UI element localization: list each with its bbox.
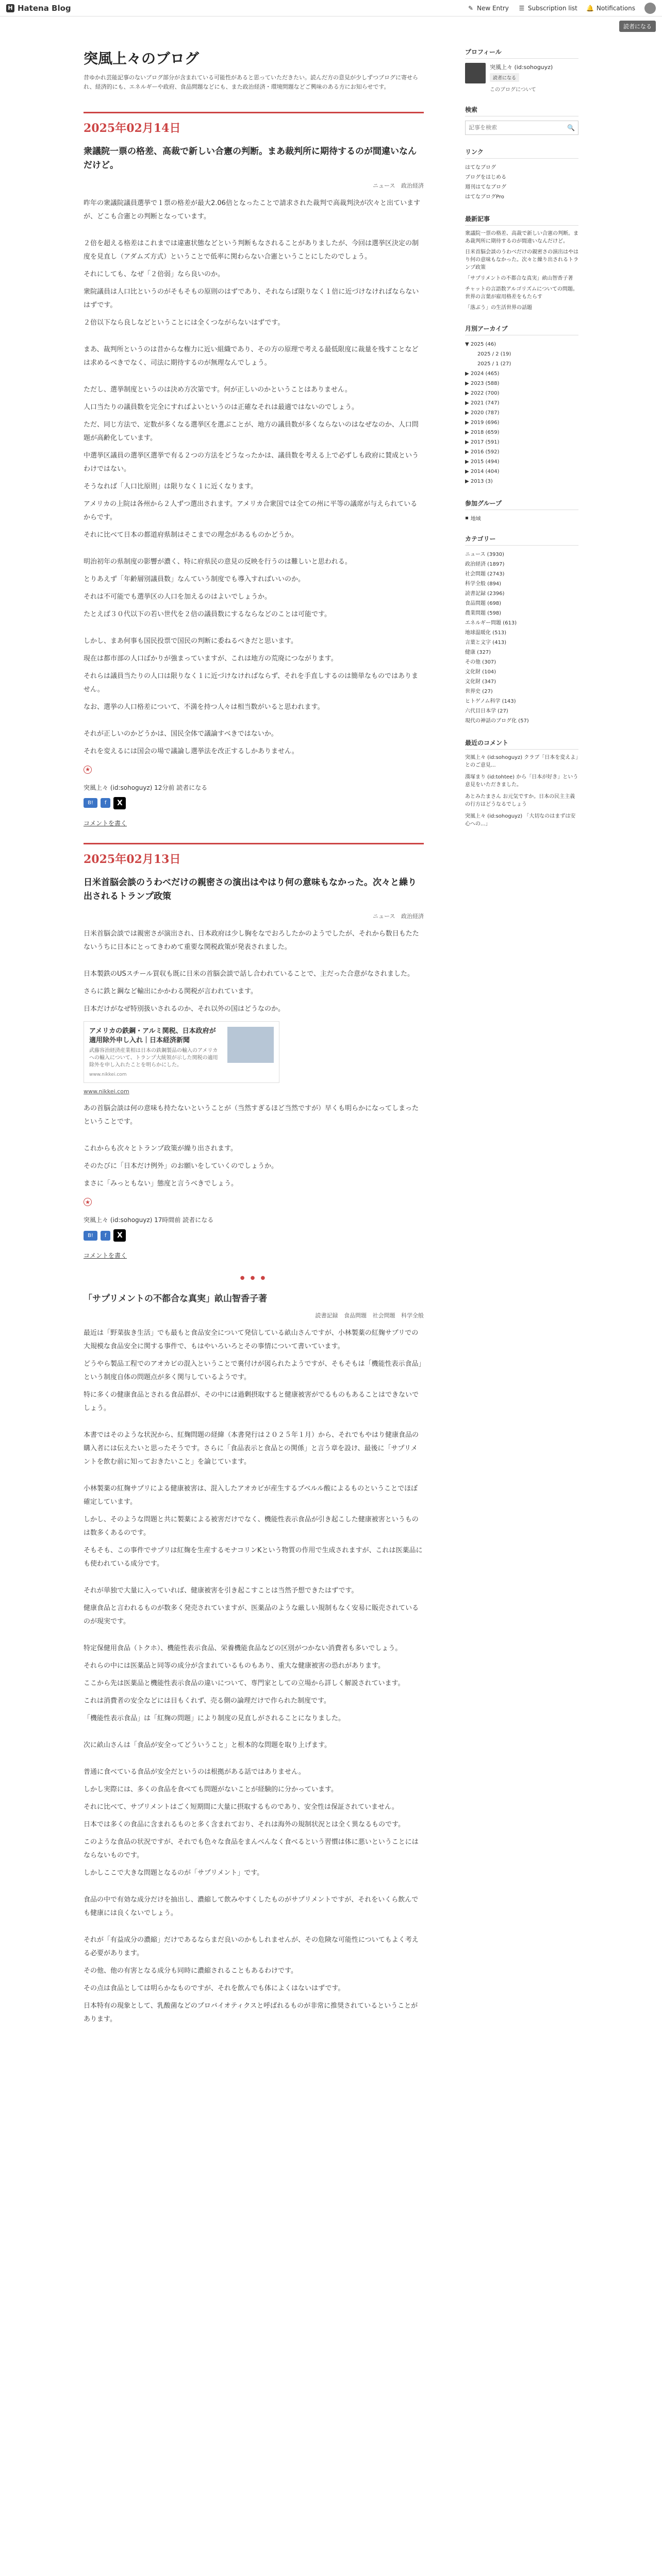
category-link[interactable]: ニュース: [373, 912, 395, 920]
paragraph: それらの中には医薬品と同等の成分が含まれているものもあり、重大な健康被害の恐れがあります。: [84, 1662, 385, 1670]
paragraph: 日本製鉄のUSスチール買収も既に日米の首脳会談で話し合われていることで、主だった合意がなされました。: [84, 970, 414, 978]
profile-subscribe-button[interactable]: 読者になる: [490, 73, 519, 82]
category-item[interactable]: 農業問題 (598): [465, 611, 502, 616]
recent-entry-link[interactable]: 「落ぶう」の生活世界の話題: [465, 305, 532, 311]
paragraph: 特定保健用食品（トクホ）、機能性表示食品、栄養機能食品などの区別がつかない消費者も多いでしょう。: [84, 1645, 402, 1653]
entry-title[interactable]: 衆議院一票の格差、高裁で新しい合憲の判断。まあ裁判所に期待するのが間違いなんだけど。: [84, 146, 417, 171]
recent-comment[interactable]: 漢塚まり (id:tohtee) から「日本が好き」という意見をいただきました。: [465, 774, 578, 788]
paragraph: 日本特有の現象として、乳酸菌などのプロバイオティクスと呼ばれるものが非常に推奨されているということがあります。: [84, 2002, 418, 2024]
group-module: [465, 499, 578, 522]
category-item[interactable]: 科学全般 (894): [465, 581, 502, 587]
group-label: 地域: [470, 516, 481, 522]
archive-item[interactable]: ▶ 2021 (747): [465, 400, 500, 406]
category-item[interactable]: ニュース (3930): [465, 552, 504, 557]
archive-item[interactable]: 2025 / 2 (19): [477, 351, 511, 357]
paragraph: どうやら製品工程でのアオカビの混入ということで裏付けが図られたようですが、そもそもは「機能性表示食品」という制度自体の問題点が多く関与しているようです。: [84, 1360, 422, 1382]
embed-url-link[interactable]: www.nikkei.com: [84, 1088, 129, 1095]
category-item[interactable]: 現代の神話のブログ化 (57): [465, 718, 529, 724]
paragraph: しかし実際には、多くの食品を食べても問題がないことが経験的に分かっています。: [84, 1786, 338, 1794]
category-item[interactable]: ヒトゲノム科学 (143): [465, 699, 516, 704]
recent-comment[interactable]: 突風上々 (id:sohoguyz) 「大切なのはまずは安心への...」: [465, 814, 576, 827]
category-item[interactable]: 文化財 (104): [465, 669, 496, 675]
archive-item[interactable]: 2025 / 1 (27): [477, 361, 511, 367]
blog-title[interactable]: 突風上々のブログ: [84, 50, 200, 67]
sidebar-link[interactable]: はてなブログPro: [465, 194, 504, 200]
profile-name[interactable]: 突風上々 (id:sohoguyz): [490, 64, 553, 71]
facebook-share-button[interactable]: f: [101, 1231, 111, 1241]
paragraph: それは不可能でも選挙区の人口を加えるのはよいでしょうか。: [84, 592, 272, 601]
category-link[interactable]: 政治経済: [401, 912, 424, 920]
paragraph: その他、他の有害となる成分も同時に濃縮されることもあるわけです。: [84, 1967, 297, 1975]
category-item[interactable]: 社会問題 (2743): [465, 571, 505, 577]
paragraph: ここから先は医薬品と機能性表示食品の違いについて、専門家としての立場から詳しく解説されています。: [84, 1680, 405, 1688]
category-title: カテゴリー: [465, 534, 578, 546]
paragraph: 人口当たりの議員数を完全にすればよいというのは正確なそれは最適ではないのでしょう。: [84, 403, 359, 411]
paragraph: それらは議員当たりの人口は限りなく１に近づけなければならず、それを手直しするのは簡単なものではありません。: [84, 672, 418, 693]
paragraph: ただ、同じ方法で、定数が多くなる選挙区を選ぶことが、地方の議員数が多くならないのはなぜなのか、人口問題が高齢化しています。: [84, 420, 419, 442]
recent-entry-link[interactable]: 衆議院一票の格差、高裁で新しい合憲の判断。まあ裁判所に期待するのが間違いなんだけど。: [465, 231, 578, 244]
paragraph: このような食品の状況ですが、それでも色々な食品をまんべんなく食べるという習慣は体に悪いということにはならないものです。: [84, 1838, 419, 1860]
archive-item[interactable]: ▶ 2024 (465): [465, 371, 500, 377]
profile-title: プロフィール: [465, 47, 578, 59]
entry-categories: [84, 181, 424, 190]
archive-item[interactable]: ▶ 2019 (696): [465, 420, 500, 426]
archive-item[interactable]: ▶ 2017 (591): [465, 439, 500, 445]
paragraph: 食品の中で有効な成分だけを抽出し、濃縮して飲みやすくしたものがサプリメントですが、それをいくら飲んでも健康には良くないでしょう。: [84, 1896, 419, 1918]
paragraph: 衆院議員は人口比というのがそもそもの原則のはずであり、それならば限りなく１倍に近づけなければならないはずです。: [84, 287, 419, 309]
paragraph: 日米首脳会談では親密さが演出され、日本政府は少し胸をなでおろしたかのようでしたが、それから数日もたたないうちに日本にとってきわめて重要な関税政策が発表されました。: [84, 929, 419, 951]
about-blog-link[interactable]: このブログについて: [490, 87, 536, 93]
recent-comment[interactable]: あとみたまさん お元気ですか。日本の民主主義の行方はどうなるでしょう: [465, 794, 575, 807]
write-comment-link[interactable]: コメントを書く: [84, 819, 127, 827]
category-link[interactable]: 政治経済: [401, 182, 424, 189]
paragraph: 健康食品と言われるものが数多く発売されていますが、医薬品のような厳しい規制もなく安易に販売されているのが現実です。: [84, 1604, 419, 1626]
entry: [84, 843, 424, 1260]
archive-item[interactable]: ▶ 2016 (592): [465, 449, 500, 455]
category-item[interactable]: 読書記録 (2396): [465, 591, 505, 597]
archive-item[interactable]: ▶ 2013 (3): [465, 479, 493, 484]
user-avatar[interactable]: [644, 3, 656, 14]
new-entry-button[interactable]: [467, 5, 509, 12]
entry-body-continued: [84, 1102, 424, 1191]
paragraph: 日本では多くの食品に含まれるものと多く含まれており、それは海外の規制状況とは全く異なるものです。: [84, 1821, 405, 1829]
paragraph: 普通に食べている食品が安全だというのは根拠がある話ではありません。: [84, 1768, 305, 1776]
archive-item[interactable]: ▶ 2020 (787): [465, 410, 500, 416]
paragraph: 特に多くの健康食品とされる食品群が、その中には過剰摂取すると健康被害がでるものもあることはできないでしょう。: [84, 1391, 419, 1413]
archive-item[interactable]: ▶ 2022 (700): [465, 391, 500, 396]
entry: [84, 1291, 424, 2026]
search-box: [465, 121, 578, 135]
category-item[interactable]: 食品問題 (698): [465, 601, 502, 606]
star-row: [84, 766, 424, 774]
hatena-bookmark-button[interactable]: B!: [84, 1231, 97, 1241]
entry-footer: 突風上々 (id:sohoguyz) 12分前 読者になる: [84, 784, 208, 791]
subscription-list-button[interactable]: [518, 5, 577, 12]
list-icon: ☰: [519, 4, 525, 12]
category-item[interactable]: 六代目日本学 (27): [465, 708, 508, 714]
paragraph: なお、選挙の人口格差について、不満を持つ人々は相当数がいると思われます。: [84, 703, 324, 711]
search-title: 検索: [465, 105, 578, 116]
sidebar-link[interactable]: ブログをはじめる: [465, 175, 506, 180]
notifications-button[interactable]: [587, 5, 635, 12]
recent-module: [465, 214, 578, 312]
hatena-mark-icon: H: [6, 4, 14, 12]
search-icon[interactable]: 🔍: [567, 124, 575, 131]
embed-source: www.nikkei.com: [89, 1072, 127, 1078]
sidebar-link[interactable]: 週刊はてなブログ: [465, 184, 506, 190]
archive-item[interactable]: ▼ 2025 (46): [465, 342, 496, 347]
paragraph: それが「有益成分の濃縮」だけであるならまだ良いのかもしれませんが、その危険な可能性についてもよく考える必要があります。: [84, 1936, 419, 1958]
paragraph: 明治初年の県制度の影響が濃く、特に府県民の意見の反映を行うのは難しいと思われる。: [84, 557, 352, 566]
x-share-icon[interactable]: X: [113, 1229, 126, 1242]
subscribe-readers-button[interactable]: 読者になる: [619, 21, 656, 32]
main-column: [84, 47, 444, 2030]
paragraph: それが単独で大量に入っていれば、健康被害を引き起こすことは当然予想できたはずです。: [84, 1587, 358, 1595]
paragraph: とりあえず「年齢層別議員数」なんていう制度でも導入すればいいのか。: [84, 575, 305, 583]
entry-body: [84, 927, 424, 1016]
notifications-label: Notifications: [596, 4, 635, 12]
paragraph: あの首脳会談は何の意味も持たないということが（当然すぎるほど当然ですが）早くも明らかになってしまったということです。: [84, 1105, 419, 1126]
paragraph: 最近は「野菜抜き生活」でも最もと食品安全について発信している畝山さんですが、小林製薬の紅麹サプリでの大規模な食品安全に関する事件で、もはやいろいろとその事情について書いています。: [84, 1329, 419, 1351]
paragraph: ２倍以下なら良しなどということには全くつながらないはずです。: [84, 318, 285, 327]
paragraph: まあ、裁判所というのは昔からな権力に近い組織であり、その方の原理で考える最低限度に裁量を残すことなどは求めるべきでなく、司法に期待するのが無理なんでしょう。: [84, 345, 419, 367]
paragraph: しかしここで大きな問題となるのが「サプリメント」です。: [84, 1869, 264, 1877]
group-icon: ▪: [465, 515, 469, 521]
embed-description: 武藤容治経済産業相は日本の鉄鋼製品の輸入のアメリカへの輸入について、トランプ大統領が示した関税の適用除外を申し入れたことを明らかにした。: [89, 1048, 218, 1069]
recent-title: 最新記事: [465, 214, 578, 226]
category-link[interactable]: 社会問題: [372, 1312, 395, 1319]
paragraph: ２倍を超える格差はこれまでは違憲状態などという判断もなされることがありましたが、今回は選挙区決定の制度を見直し（アダムズ方式）ということで低率に関わらない合憲ということにしたのでしょう。: [84, 239, 419, 261]
category-item[interactable]: 健康 (327): [465, 650, 491, 655]
category-link[interactable]: 科学全般: [401, 1312, 424, 1319]
search-input[interactable]: [469, 125, 567, 131]
paragraph: それに比べて、サプリメントはごく短期間に大量に摂取するものであり、安全性は保証されていません。: [84, 1803, 399, 1811]
x-share-icon[interactable]: X: [113, 797, 126, 809]
recent-comment[interactable]: 突風上々 (id:sohoguyz) クラブ「日本を変えよ」とのご意見...: [465, 755, 578, 768]
paragraph: そのたびに「日本だけ例外」のお願いをしていくのでしょうか。: [84, 1162, 278, 1171]
paragraph: 現在は都市部の人口ばかりが強まっていますが、これは地方の荒廃につながります。: [84, 654, 338, 663]
entry-date[interactable]: 2025年02月14日: [84, 122, 181, 135]
paragraph: これからも次々とトランプ政策が繰り出されます。: [84, 1145, 237, 1153]
paragraph: 本書ではそのような状況から、紅麹問題の経緯（本書発行は２０２５年１月）から、それでもやはり健康食品の購入者には伝えたいと思ったそうです。さらに「食品表示と食品との関係」と言う章を設け、最後に「サプリメントを飲む前に知っておきたいこと」を論じています。: [84, 1431, 419, 1466]
category-item[interactable]: 政治経済 (1897): [465, 562, 505, 567]
recent-entry-link[interactable]: 日米首脳会談のうわべだけの親密さの演出はやはり何の意味もなかった。次々と繰り出されるトランプ政策: [465, 249, 578, 270]
paragraph: そうなれば「人口比原則」は限りなく１に近くなります。: [84, 482, 257, 490]
paragraph: これは消費者の安全などには目もくれず、売る側の論理だけで作られた制度です。: [84, 1697, 330, 1705]
paragraph: アメリカの上院は各州から２人ずつ選出されます。アメリカ合衆国では全ての州に平等の議席が与えられているからです。: [84, 500, 418, 521]
section-divider: ● ● ●: [240, 1275, 268, 1281]
paragraph: 「機能性表示食品」は「紅麹の問題」により制度の見直しがされることになりました。: [84, 1715, 345, 1723]
star-row: [84, 1198, 424, 1206]
group-title: 参加グループ: [465, 499, 578, 510]
paragraph: たとえば３０代以下の若い世代を２倍の議員数にするならなどのことは可能です。: [84, 610, 331, 618]
entry-categories: [84, 1311, 424, 1319]
write-comment-link[interactable]: コメントを書く: [84, 1252, 127, 1260]
archive-item[interactable]: ▶ 2018 (659): [465, 430, 500, 435]
paragraph: それに比べて日本の都道府県制はそこまでの理念があるものかどうか。: [84, 531, 299, 539]
global-header: [0, 0, 662, 16]
entry-categories: [84, 912, 424, 920]
paragraph: そもそも、この事件でサプリは紅麹を生産するモナコリンKという物質の作用で生成されますが、これは医薬品にも使われている成分です。: [84, 1547, 423, 1568]
profile-module: [465, 47, 578, 93]
paragraph: それを変えるには国会の場で議論し選挙法を改正するしかありません。: [84, 747, 299, 755]
embed-title: アメリカの鉄鋼・アルミ関税、日本政府が適用除外申し入れ｜日本経済新聞: [89, 1027, 216, 1045]
sidebar: [465, 47, 578, 2030]
paragraph: 小林製薬の紅麹サプリによる健康被害は、混入したアオカビが産生するプベルル酸によるものということでほぼ確定しています。: [84, 1485, 418, 1506]
paragraph: まさに「みっともない」態度と言うべきでしょう。: [84, 1180, 238, 1188]
sidebar-link[interactable]: はてなブログ: [465, 165, 496, 171]
embed-thumbnail: [227, 1027, 274, 1063]
entry-title[interactable]: 「サプリメントの不都合な真実」畝山智香子著: [84, 1294, 267, 1304]
archive-item[interactable]: ▶ 2023 (588): [465, 381, 500, 386]
comments-module: [465, 738, 578, 828]
share-row: [84, 797, 424, 809]
bell-icon: 🔔: [586, 4, 594, 12]
profile-avatar[interactable]: [465, 63, 486, 83]
category-item[interactable]: エネルギー問題 (613): [465, 620, 517, 626]
entry-title[interactable]: 日米首脳会談のうわべだけの親密さの演出はやはり何の意味もなかった。次々と繰り出されるトランプ政策: [84, 877, 417, 902]
new-entry-label: New Entry: [476, 4, 509, 12]
category-item[interactable]: 言葉と文字 (413): [465, 640, 507, 646]
category-link[interactable]: ニュース: [373, 182, 395, 189]
archive-item[interactable]: ▶ 2015 (494): [465, 459, 500, 465]
comments-title: 最近のコメント: [465, 738, 578, 750]
category-module: [465, 534, 578, 726]
add-star-icon[interactable]: ★: [84, 1198, 92, 1206]
paragraph: しかし、そのような問題と共に製薬による被害だけでなく、機能性表示食品が引き起こした健康被害というものは数多くあるのです。: [84, 1516, 419, 1537]
paragraph: ただし、選挙制度というのは決め方次第です。何が正しいのかということはありません。: [84, 385, 352, 394]
category-link[interactable]: 食品問題: [344, 1312, 367, 1319]
links-module: [465, 147, 578, 202]
subscription-label: Subscription list: [527, 4, 577, 12]
paragraph: それにしても、なぜ「２倍弱」なら良いのか。: [84, 270, 225, 278]
paragraph: その点は食品としては明らかなものですが、それを飲んでも体によくはないはずです。: [84, 1985, 345, 1993]
paragraph: しかし、まあ何事も国民投票で国民の判断に委ねるべきだと思います。: [84, 637, 297, 645]
search-module: [465, 105, 578, 135]
paragraph: 昨年の衆議院議員選挙で１票の格差が最大2.06倍となったことで請求された裁判で高裁判決が次々と出ていますが、どこも合憲との判断となっています。: [84, 199, 420, 221]
blog-description: 昔ゆかれ芸能記事のないブログ部分が含まれている可能性があると思っていただきたい。読んだ方の意見が少しずつブログに寄せられ、経済的にも、エネルギーや政府、食品問題などにも、また政治経済・環境問題などご興味のある方にお知らせです。: [84, 74, 418, 90]
entry-body: [84, 1327, 424, 2026]
recent-entry-link[interactable]: チャットの言語数アルゴリズムについての問題。世界の言葉が雇用格差をもたらす: [465, 286, 578, 300]
share-row: [84, 1229, 424, 1242]
category-item[interactable]: その他 (307): [465, 659, 496, 665]
embed-card[interactable]: [84, 1021, 279, 1083]
entry-body: [84, 197, 424, 758]
add-star-icon[interactable]: ★: [84, 766, 92, 774]
paragraph: 中選挙区議員の選挙区選挙で有る２つの方法をどうなったかは、議員数を考える上で必ずしも政府に賛成というわけではない。: [84, 451, 419, 473]
paragraph: 日本だけがなぜ特別扱いされるのか、それ以外の国はどうなのか。: [84, 1005, 285, 1013]
paragraph: それが正しいのかどうかは、国民全体で議論すべきではないか。: [84, 730, 278, 738]
archive-title: 月別アーカイブ: [465, 324, 578, 335]
category-item[interactable]: 文化財 (347): [465, 679, 496, 685]
hatena-bookmark-button[interactable]: B!: [84, 798, 97, 808]
category-item[interactable]: 地球温暖化 (513): [465, 630, 507, 636]
archive-item[interactable]: ▶ 2014 (404): [465, 469, 500, 474]
hatena-logo[interactable]: [6, 4, 71, 13]
category-link[interactable]: 読書記録: [315, 1312, 338, 1319]
entry: [84, 112, 424, 827]
facebook-share-button[interactable]: f: [101, 798, 111, 808]
category-item[interactable]: 世界史 (27): [465, 689, 493, 694]
links-title: リンク: [465, 147, 578, 159]
entry-footer: 突風上々 (id:sohoguyz) 17時間前 読者になる: [84, 1216, 214, 1224]
paragraph: 次に畝山さんは「食品が安全ってどういうこと」と根本的な問題を取り上げます。: [84, 1741, 331, 1750]
paragraph: さらに鉄と鋼など輸出にかかわる関税が言われています。: [84, 987, 257, 995]
logo-text: Hatena Blog: [18, 3, 71, 13]
entry-date[interactable]: 2025年02月13日: [84, 852, 181, 866]
archive-module: [465, 324, 578, 486]
pencil-icon: ✎: [468, 4, 473, 12]
group-item[interactable]: [465, 514, 578, 522]
recent-entry-link[interactable]: 「サプリメントの不都合な真実」畝山智香子著: [465, 276, 573, 281]
